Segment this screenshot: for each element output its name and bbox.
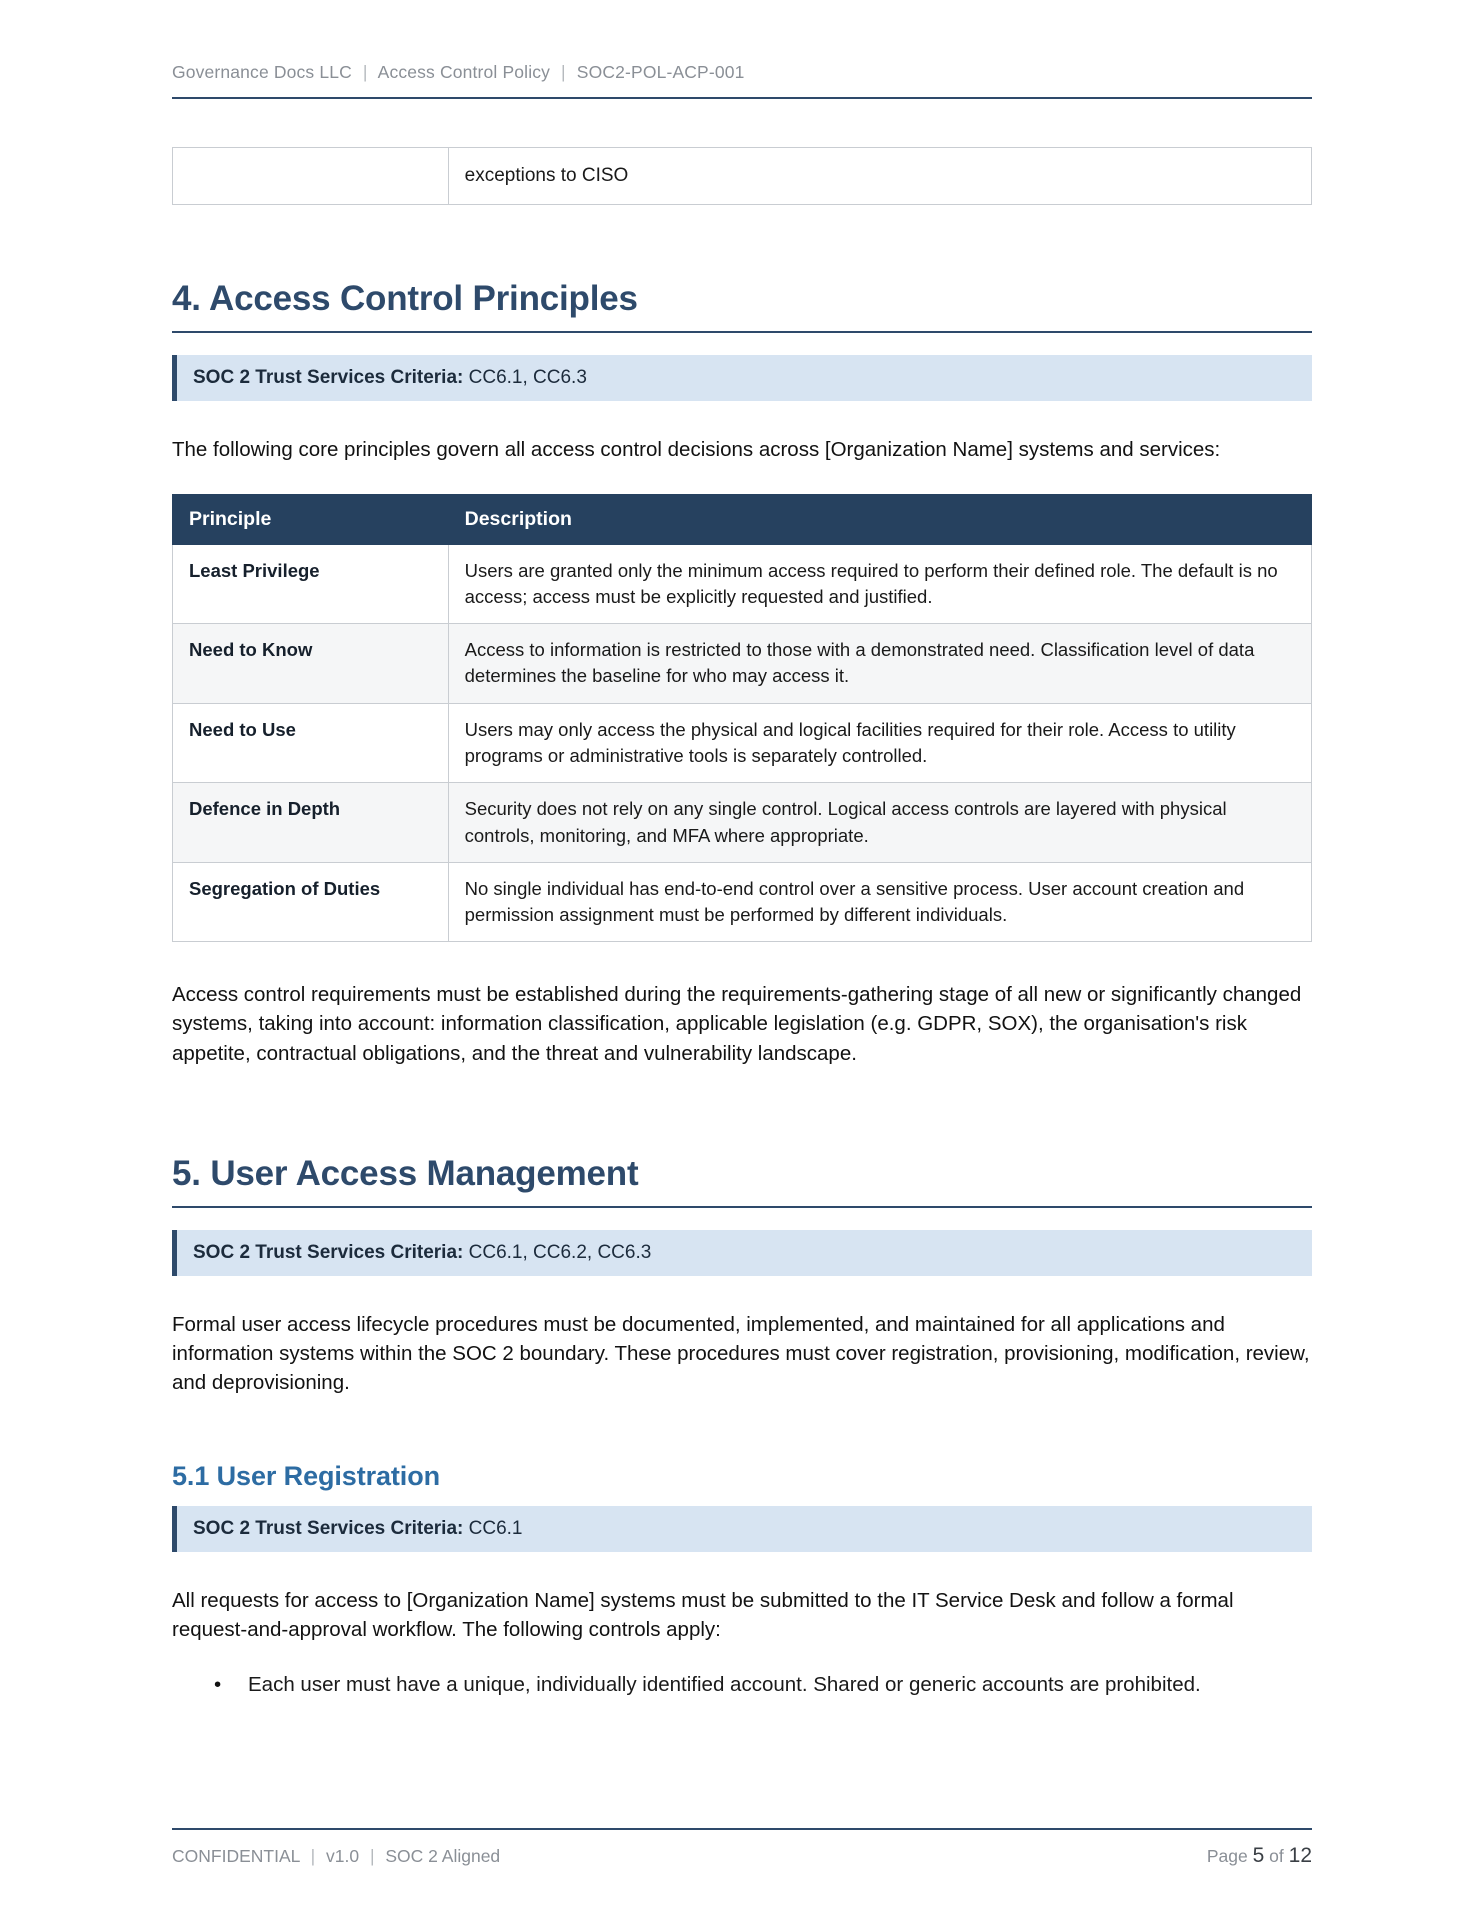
table-row: [173, 703, 1312, 783]
table-row: [173, 862, 1312, 942]
section-4-rule: [172, 331, 1312, 333]
table-row: [173, 783, 1312, 863]
section-4-title: 4. Access Control Principles: [172, 278, 638, 318]
subsection-5-1-intro-paragraph: All requests for access to [Organization Name] systems must be submitted to the IT Service Desk and follow a formal request-and-approval workflow. The following controls apply:: [172, 1588, 1234, 1642]
cell-description: No single individual has end-to-end control over a sensitive process. User account creation and permission assignment must be performed by different individuals.: [448, 862, 1311, 942]
cell-principle: Defence in Depth: [173, 783, 449, 863]
bullet-marker-icon: •: [214, 1673, 222, 1697]
header-doc-title: Access Control Policy: [377, 62, 551, 82]
continued-table-fragment: [172, 147, 1312, 205]
header-line: [172, 62, 1312, 83]
subsection-gap: [172, 1427, 1312, 1461]
cell-description: Security does not rely on any single control. Logical access controls are layered with physical controls, monitoring, and MFA where appropriate.: [448, 783, 1311, 863]
table-row: [173, 148, 1312, 205]
footer-right: [1207, 1844, 1312, 1868]
principles-table-head: [173, 494, 1312, 544]
section-5-title: 5. User Access Management: [172, 1153, 639, 1193]
footer-separator-1: |: [310, 1846, 316, 1866]
subsection-5-1-criteria-callout: [172, 1506, 1312, 1552]
criteria-value: CC6.1: [468, 1517, 523, 1539]
footer-page-total: 12: [1288, 1844, 1312, 1867]
cell-description: Access to information is restricted to those with a demonstrated need. Classification level of data determines the baseline for who may access it.: [448, 624, 1311, 704]
cell-principle: Segregation of Duties: [173, 862, 449, 942]
footer-page-label: Page: [1206, 1846, 1248, 1866]
footer-left: [172, 1846, 500, 1867]
document-header: [172, 62, 1312, 99]
cell-description: Users are granted only the minimum access required to perform their defined role. The default is no access; access must be explicitly requested and justified.: [448, 544, 1311, 624]
table-row: [173, 544, 1312, 624]
footer-page-number: 5: [1252, 1844, 1265, 1867]
section-5-intro-paragraph: Formal user access lifecycle procedures must be documented, implemented, and maintained for all applications and information systems within the SOC 2 boundary. These procedures must cover registration, provisioning, modification, review, and deprovisioning.: [172, 1312, 1310, 1394]
cell-principle: Least Privilege: [173, 544, 449, 624]
header-doc-id: SOC2-POL-ACP-001: [576, 62, 745, 82]
fragment-cell-right: exceptions to CISO: [448, 148, 1311, 205]
principles-table-body: [173, 544, 1312, 942]
section-4-intro-paragraph: The following core principles govern all access control decisions across [Organization Name] systems and services:: [172, 437, 1221, 461]
fragment-cell-left: [173, 148, 449, 205]
criteria-label: SOC 2 Trust Services Criteria:: [193, 1241, 464, 1263]
cell-principle: Need to Use: [173, 703, 449, 783]
criteria-value: CC6.1, CC6.3: [468, 366, 587, 388]
subsection-5-1-title: 5.1 User Registration: [172, 1460, 440, 1491]
table-row: [173, 624, 1312, 704]
section-5-rule: [172, 1206, 1312, 1208]
header-separator-1: |: [362, 62, 368, 82]
criteria-label: SOC 2 Trust Services Criteria:: [193, 366, 464, 388]
footer-page-of: of: [1269, 1846, 1284, 1866]
principles-table: [172, 494, 1312, 943]
list-item-text: Each user must have a unique, individually identified account. Shared or generic accounts are prohibited.: [248, 1673, 1201, 1697]
footer-classification: CONFIDENTIAL: [172, 1846, 300, 1866]
document-footer: [172, 1828, 1312, 1868]
footer-separator-2: |: [369, 1846, 375, 1866]
section-4-closing-paragraph: Access control requirements must be established during the requirements-gathering stage of all new or significantly changed systems, taking into account: information classification, applicable legislation (e.g. GDPR, SOX), the organisation's risk appetite, contractual obligations, and the threat and vulnerability landscape.: [172, 983, 1302, 1065]
footer-alignment: SOC 2 Aligned: [385, 1846, 501, 1866]
header-separator-2: |: [561, 62, 566, 82]
header-company: Governance Docs LLC: [172, 62, 352, 82]
cell-principle: Need to Know: [173, 624, 449, 704]
subsection-5-1-bullet-list: [172, 1670, 1312, 1699]
section-5-criteria-callout: [172, 1230, 1312, 1276]
column-header-description: Description: [448, 494, 1311, 544]
column-header-principle: Principle: [173, 494, 449, 544]
table-header-row: [173, 494, 1312, 544]
list-item: [172, 1670, 1312, 1699]
cell-description: Users may only access the physical and logical facilities required for their role. Access to utility programs or administrative tools is separately controlled.: [448, 703, 1311, 783]
criteria-value: CC6.1, CC6.2, CC6.3: [468, 1241, 652, 1263]
criteria-label: SOC 2 Trust Services Criteria:: [193, 1517, 464, 1539]
section-gap: [172, 1098, 1312, 1154]
footer-version: v1.0: [326, 1846, 360, 1866]
section-4-criteria-callout: [172, 355, 1312, 401]
